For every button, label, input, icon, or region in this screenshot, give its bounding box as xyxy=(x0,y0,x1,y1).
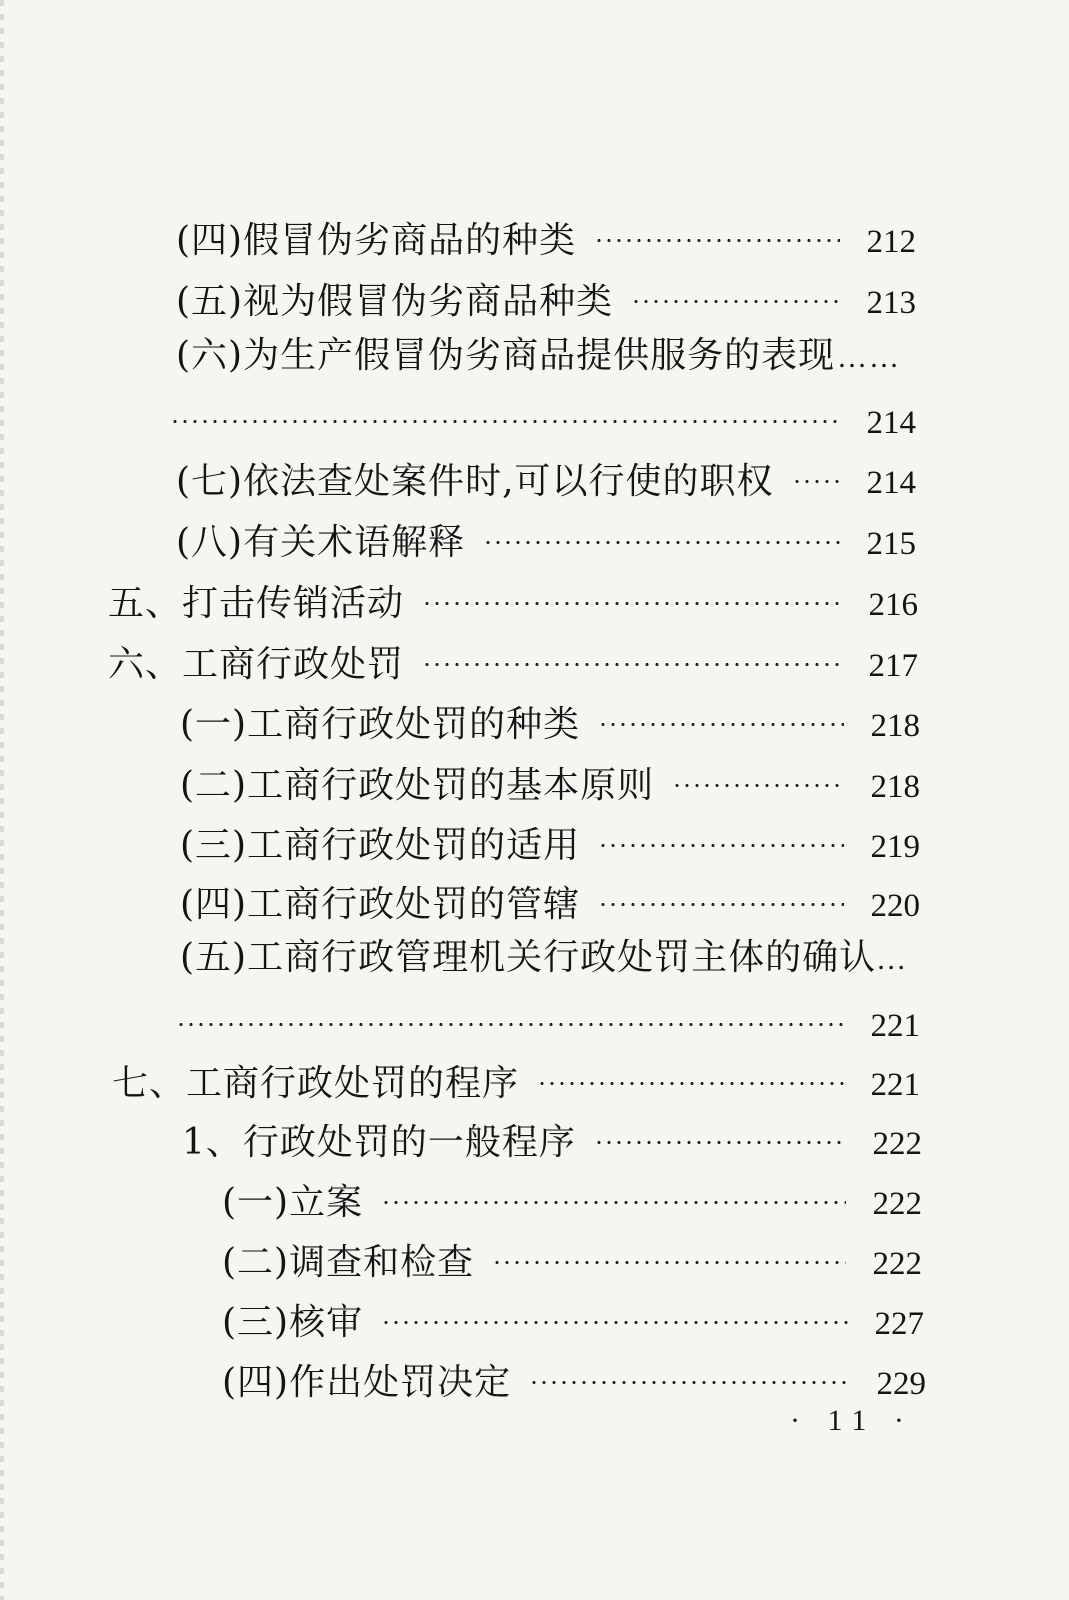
toc-entry-page: 218 xyxy=(870,708,920,744)
dot-leader xyxy=(598,696,844,736)
dot-leader xyxy=(529,1354,850,1394)
page-number: · 11 · xyxy=(790,1404,914,1437)
dot-leader xyxy=(381,1294,848,1334)
dot-leader xyxy=(422,575,842,615)
toc-entry-title: 七、工商行政处罚的程序 xyxy=(112,1063,520,1104)
toc-entry-title: (五)视为假冒伪劣商品种类 xyxy=(176,281,614,322)
dot-leader xyxy=(594,1114,846,1154)
toc-entry-page: 217 xyxy=(868,648,918,684)
toc-entry-title: (五)工商行政管理机关行政处罚主体的确认 xyxy=(180,937,877,978)
toc-entry-title: (三)工商行政处罚的适用 xyxy=(180,825,581,866)
toc-entry-title: 六、工商行政处罚 xyxy=(108,644,405,685)
toc-entry-page: 229 xyxy=(876,1366,926,1402)
toc-entry-title: (三)核审 xyxy=(222,1302,364,1343)
toc-entry xyxy=(176,334,901,380)
toc-entry xyxy=(222,1354,926,1406)
toc-entry xyxy=(222,1174,922,1226)
toc-entry-page: 221 xyxy=(870,1008,920,1044)
dot-leader xyxy=(492,1234,846,1274)
toc-entry-page: 227 xyxy=(874,1306,924,1342)
dot-leader xyxy=(631,273,840,313)
toc-entry-title: (四)工商行政处罚的管辖 xyxy=(180,884,581,925)
toc-entry xyxy=(176,453,916,505)
toc-entry xyxy=(176,212,916,264)
toc-entry-continuation xyxy=(170,393,916,445)
dot-leader xyxy=(537,1055,844,1095)
dot-leader xyxy=(483,514,840,554)
toc-entry-title: (四)假冒伪劣商品的种类 xyxy=(176,220,577,261)
dot-leader xyxy=(598,876,844,916)
dot-leader xyxy=(170,393,840,433)
dot-leader xyxy=(594,212,840,252)
dot-leader xyxy=(598,817,844,857)
toc-entry-title: (八)有关术语解释 xyxy=(176,522,466,563)
toc-entry-title: (四)作出处罚决定 xyxy=(222,1362,512,1403)
toc-entry-page: 222 xyxy=(872,1126,922,1162)
toc-entry-title: (一)立案 xyxy=(222,1182,364,1223)
toc-entry-title: (一)工商行政处罚的种类 xyxy=(180,704,581,745)
toc-entry-page: 221 xyxy=(870,1067,920,1103)
trailing-dots: …… xyxy=(837,341,901,374)
toc-entry xyxy=(222,1234,922,1286)
toc-entry-page: 212 xyxy=(866,224,916,260)
toc-section xyxy=(108,575,918,627)
dot-leader xyxy=(672,757,844,797)
toc-entry-page: 213 xyxy=(866,285,916,321)
dot-leader xyxy=(422,636,842,676)
toc-entry-continuation xyxy=(176,996,920,1048)
toc-entry-page: 219 xyxy=(870,829,920,865)
trailing-dots: … xyxy=(876,943,909,976)
toc-entry xyxy=(180,757,920,809)
toc-entry-page: 222 xyxy=(872,1186,922,1222)
toc-entry-page: 215 xyxy=(866,526,916,562)
toc-entry xyxy=(180,876,920,928)
toc-entry xyxy=(222,1294,924,1346)
toc-entry-page: 220 xyxy=(870,888,920,924)
toc-entry-page: 214 xyxy=(866,465,916,501)
toc-entry-title: (二)调查和检查 xyxy=(222,1242,475,1283)
dot-leader xyxy=(381,1174,846,1214)
toc-entry-page: 214 xyxy=(866,405,916,441)
toc-entry-title: 1、行政处罚的一般程序 xyxy=(182,1122,576,1163)
dot-leader xyxy=(176,996,844,1036)
toc-section xyxy=(108,636,918,688)
toc-entry xyxy=(176,514,916,566)
toc-entry xyxy=(180,817,920,869)
dot-leader xyxy=(792,453,840,493)
toc-entry-title: 五、打击传销活动 xyxy=(108,583,405,624)
page-edge-decoration xyxy=(0,0,4,1600)
toc-entry xyxy=(176,273,916,325)
toc-entry-title: (七)依法查处案件时,可以行使的职权 xyxy=(176,461,774,502)
toc-entry-title: (二)工商行政处罚的基本原则 xyxy=(180,765,655,806)
toc-entry xyxy=(182,1114,922,1166)
toc-entry xyxy=(180,936,909,982)
toc-entry-page: 222 xyxy=(872,1246,922,1282)
toc-entry xyxy=(180,696,920,748)
toc-entry-title: (六)为生产假冒伪劣商品提供服务的表现 xyxy=(176,335,836,376)
toc-entry-page: 216 xyxy=(868,587,918,623)
toc-entry-page: 218 xyxy=(870,769,920,805)
toc-section xyxy=(112,1055,920,1107)
